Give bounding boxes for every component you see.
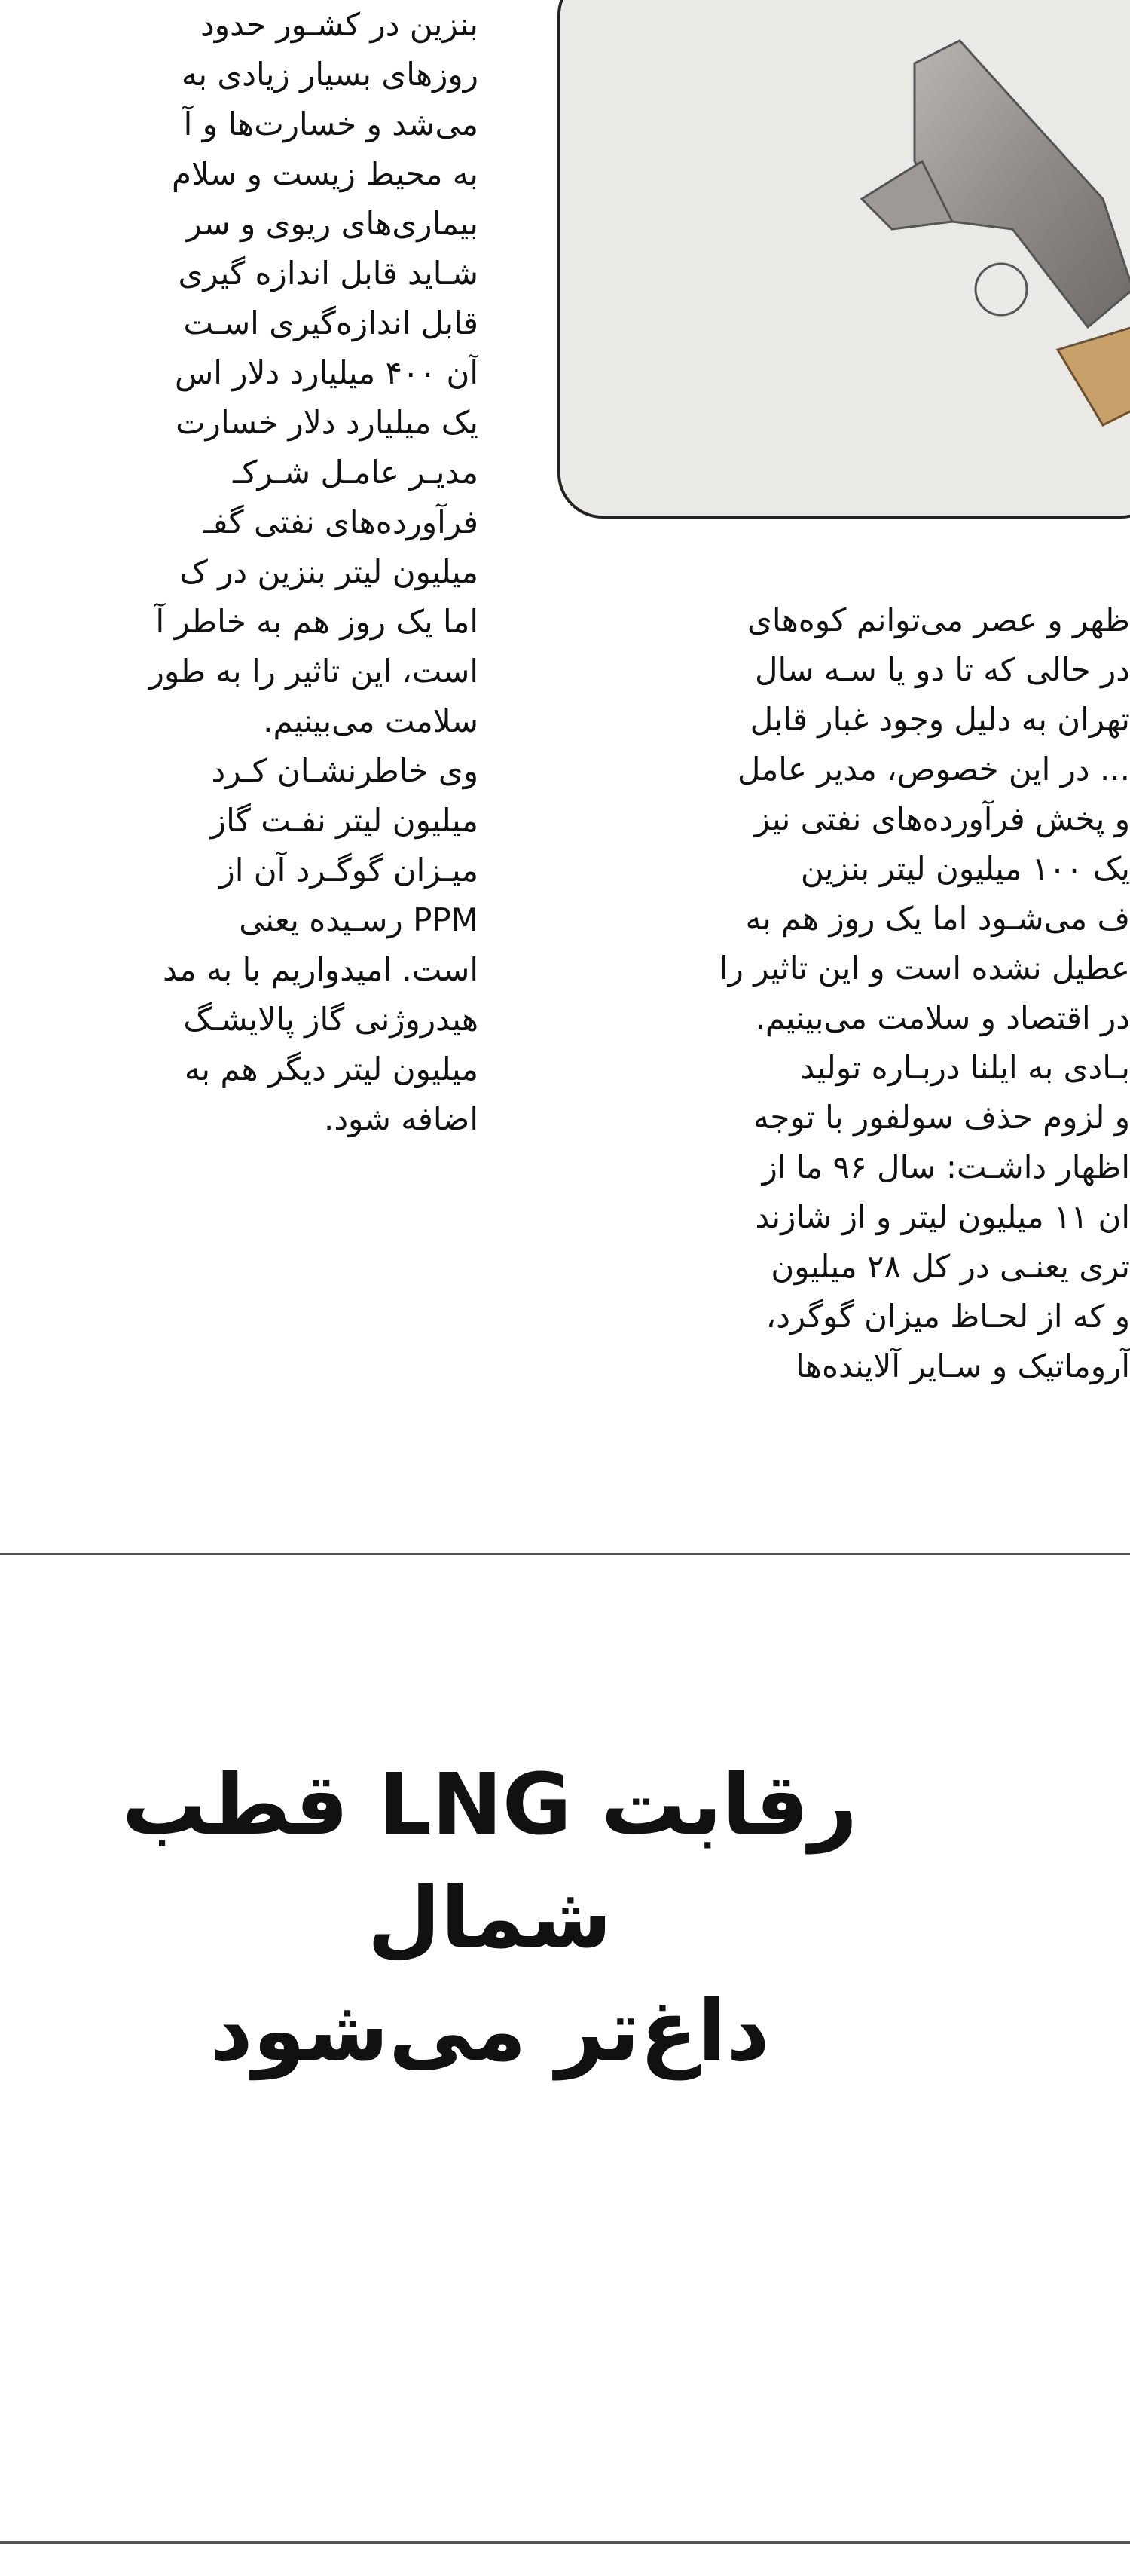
headline-line-2: داغ‌تر می‌شود <box>209 1982 770 2080</box>
text-line: تهران به دلیل وجود غبار قابل <box>750 701 1130 738</box>
text-line: قابل اندازه‌گیری اسـت <box>183 304 478 341</box>
text-line: یک میلیارد دلار خسارت <box>176 404 478 441</box>
section-divider-bottom <box>0 2541 1130 2544</box>
text-line: یک ۱۰۰ میلیون لیتر بنزین <box>800 850 1130 887</box>
text-line: بیماری‌های ریوی و سر <box>186 205 478 242</box>
text-line: در حالی که تا دو یا سـه سال <box>755 651 1130 688</box>
text-line: میـزان گوگـرد آن از <box>219 852 478 889</box>
text-line: و لزوم حذف سولفور با توجه <box>753 1099 1130 1136</box>
text-line: به محیط زیست و سلام <box>172 155 478 192</box>
article-column-left <box>0 0 478 1144</box>
text-line: بـادی به ایلنا دربـاره تولید <box>800 1049 1130 1086</box>
text-line: روزهای بسیار زیادی به <box>181 56 478 93</box>
text-line: آروماتیک و سـایر آلاینده‌ها <box>796 1348 1130 1384</box>
text-line: وی خاطرنشـان کـرد <box>211 752 478 789</box>
text-line: هیدروژنی گاز پالایشـگ <box>183 1001 478 1038</box>
article-column-middle <box>557 595 1130 1391</box>
text-line: مدیـر عامـل شـرکـ <box>233 454 478 491</box>
text-line: عطیل نشده است و این تاثیر را <box>719 950 1130 987</box>
text-line: شـاید قابل اندازه گیری <box>178 255 478 292</box>
text-line: فرآورده‌های نفتی گفـ <box>203 503 478 540</box>
text-line: اما یک روز هم به خاطر آ <box>155 603 478 640</box>
text-line: می‌شد و خسارت‌ها و آ <box>183 106 478 142</box>
text-line: سلامت می‌بینیم. <box>263 702 478 739</box>
text-line: ف می‌شـود اما یک روز هم به <box>745 900 1130 937</box>
text-line: تری یعنـی در کل ۲۸ میلیون <box>771 1248 1130 1285</box>
text-line: ... در این خصوص، مدیر عامل <box>737 751 1130 788</box>
text-line: میلیون لیتر دیگر هم به <box>184 1051 478 1088</box>
headline-line-1: رقابت LNG قطب شمال <box>121 1756 858 1967</box>
wrench-photo-image <box>560 0 1130 516</box>
text-line: در اقتصاد و سلامت می‌بینیم. <box>755 999 1130 1036</box>
text-line: است، این تاثیر را به طور <box>148 653 478 690</box>
text-line: ان ۱۱ میلیون لیتر و از شازند <box>755 1198 1130 1235</box>
text-line: است. امیدواریم با به مد <box>163 951 478 988</box>
text-line: ظهر و عصر می‌توانم کوه‌های <box>747 601 1130 638</box>
text-line: میلیون لیتر بنزین در ک <box>179 553 478 590</box>
text-line: PPM رسـیده یعنی <box>239 901 478 938</box>
text-line: میلیون لیتر نفـت گاز <box>210 802 478 839</box>
text-line: اظهار داشـت: سال ۹۶ ما از <box>762 1149 1130 1186</box>
text-line: اضافه شود. <box>323 1100 478 1137</box>
text-line: بنزین در کشـور حدود <box>200 6 478 43</box>
next-article-headline <box>45 1748 934 2088</box>
article-photo <box>557 0 1130 519</box>
text-line: آن ۴۰۰ میلیارد دلار اس <box>174 354 478 391</box>
text-line: و پخش فرآورده‌های نفتی نیز <box>754 800 1130 837</box>
text-line: و که از لحـاظ میزان گوگرد، <box>765 1298 1130 1335</box>
section-divider-top <box>0 1553 1130 1555</box>
